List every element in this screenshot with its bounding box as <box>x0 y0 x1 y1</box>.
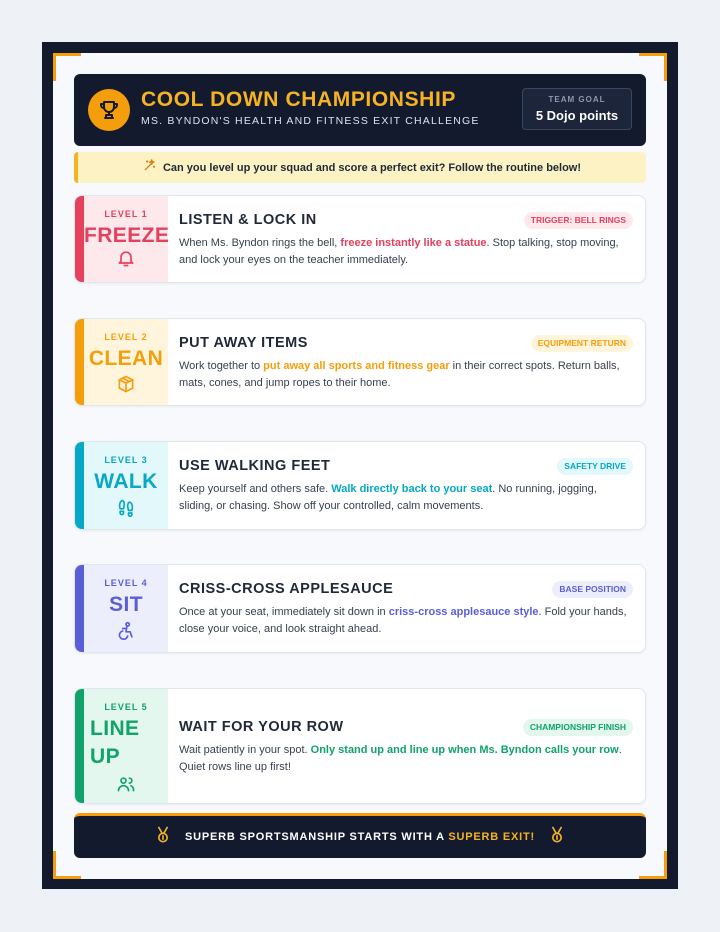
level-description: Keep yourself and others safe. Walk directly back to your seat. No running, jogging, sliding, or chasing. Show off your controlled, calm movements. <box>179 483 597 512</box>
level-badge <box>84 319 168 405</box>
level-number: LEVEL 3 <box>104 455 148 465</box>
level-card-1 <box>74 195 646 283</box>
level-tag: BASE POSITION <box>552 581 633 598</box>
footprints-icon <box>116 498 136 518</box>
level-accent <box>75 689 84 803</box>
level-title: PUT AWAY ITEMS <box>179 335 308 351</box>
team-goal-value: 5 Dojo points <box>535 108 619 123</box>
box-icon <box>116 374 136 394</box>
level-tag: TRIGGER: BELL RINGS <box>524 212 633 229</box>
level-card-5 <box>74 688 646 804</box>
level-accent <box>75 196 84 282</box>
level-highlight: criss-cross applesauce style <box>388 606 539 618</box>
level-accent <box>75 442 84 529</box>
page-title: COOL DOWN CHAMPIONSHIP <box>141 88 456 111</box>
level-badge <box>84 196 168 282</box>
level-number: LEVEL 5 <box>104 702 148 712</box>
level-number: LEVEL 2 <box>104 332 148 342</box>
team-goal-label: TEAM GOAL <box>548 95 606 104</box>
level-tag: SAFETY DRIVE <box>557 458 633 475</box>
level-highlight: Only stand up and line up when Ms. Byndon calls your row <box>310 744 619 756</box>
medal-icon <box>547 825 567 850</box>
header-banner <box>74 74 646 146</box>
level-description: When Ms. Byndon rings the bell, freeze instantly like a statue. Stop talking, stop moving, and lock your eyes on the teacher immediately. <box>179 237 619 266</box>
page-subtitle: MS. BYNDON'S HEALTH AND FITNESS EXIT CHALLENGE <box>141 115 480 127</box>
footer-text: SUPERB SPORTSMANSHIP STARTS WITH A SUPERB EXIT! <box>185 831 535 843</box>
bell-icon <box>116 248 136 268</box>
sparkle-icon <box>143 158 157 177</box>
level-number: LEVEL 4 <box>104 578 148 588</box>
level-keyword: CLEAN <box>88 347 164 370</box>
level-keyword: SIT <box>109 593 143 616</box>
level-keyword: FREEZE <box>84 224 170 247</box>
level-keyword: WALK <box>94 470 158 493</box>
level-keyword: LINE UP <box>90 717 140 768</box>
group-icon <box>116 774 136 794</box>
level-number: LEVEL 1 <box>104 209 148 219</box>
level-description: Wait patiently in your spot. Only stand up and line up when Ms. Byndon calls your row. Quiet rows line up first! <box>179 744 622 773</box>
level-highlight: freeze instantly like a statue <box>340 237 487 249</box>
level-title: USE WALKING FEET <box>179 458 331 474</box>
trophy-icon <box>88 89 130 131</box>
team-goal-box <box>522 88 632 130</box>
level-tag: EQUIPMENT RETURN <box>531 335 633 352</box>
level-badge <box>84 689 168 803</box>
level-accent <box>75 319 84 405</box>
level-title: CRISS-CROSS APPLESAUCE <box>179 581 394 597</box>
level-tag: CHAMPIONSHIP FINISH <box>523 719 633 736</box>
footer-banner <box>74 813 646 858</box>
level-card-2 <box>74 318 646 406</box>
level-title: WAIT FOR YOUR ROW <box>179 719 344 735</box>
medal-icon <box>153 825 173 850</box>
level-description: Work together to put away all sports and fitness gear in their correct spots. Return balls, mats, cones, and jump ropes to their home. <box>179 360 620 389</box>
level-highlight: put away all sports and fitness gear <box>263 360 450 372</box>
level-title: LISTEN & LOCK IN <box>179 212 317 228</box>
level-card-3 <box>74 441 646 530</box>
intro-banner <box>74 152 646 183</box>
level-card-4 <box>74 564 646 653</box>
level-description: Once at your seat, immediately sit down in criss-cross applesauce style. Fold your hands, close your voice, and look straight ahead. <box>179 606 627 635</box>
footer-highlight: SUPERB EXIT! <box>448 831 535 843</box>
level-highlight: Walk directly back to your seat <box>331 483 493 495</box>
level-badge <box>84 442 168 529</box>
level-badge <box>84 565 168 652</box>
level-accent <box>75 565 84 652</box>
intro-text: Can you level up your squad and score a perfect exit? Follow the routine below! <box>162 161 582 174</box>
seated-person-icon <box>116 621 136 641</box>
